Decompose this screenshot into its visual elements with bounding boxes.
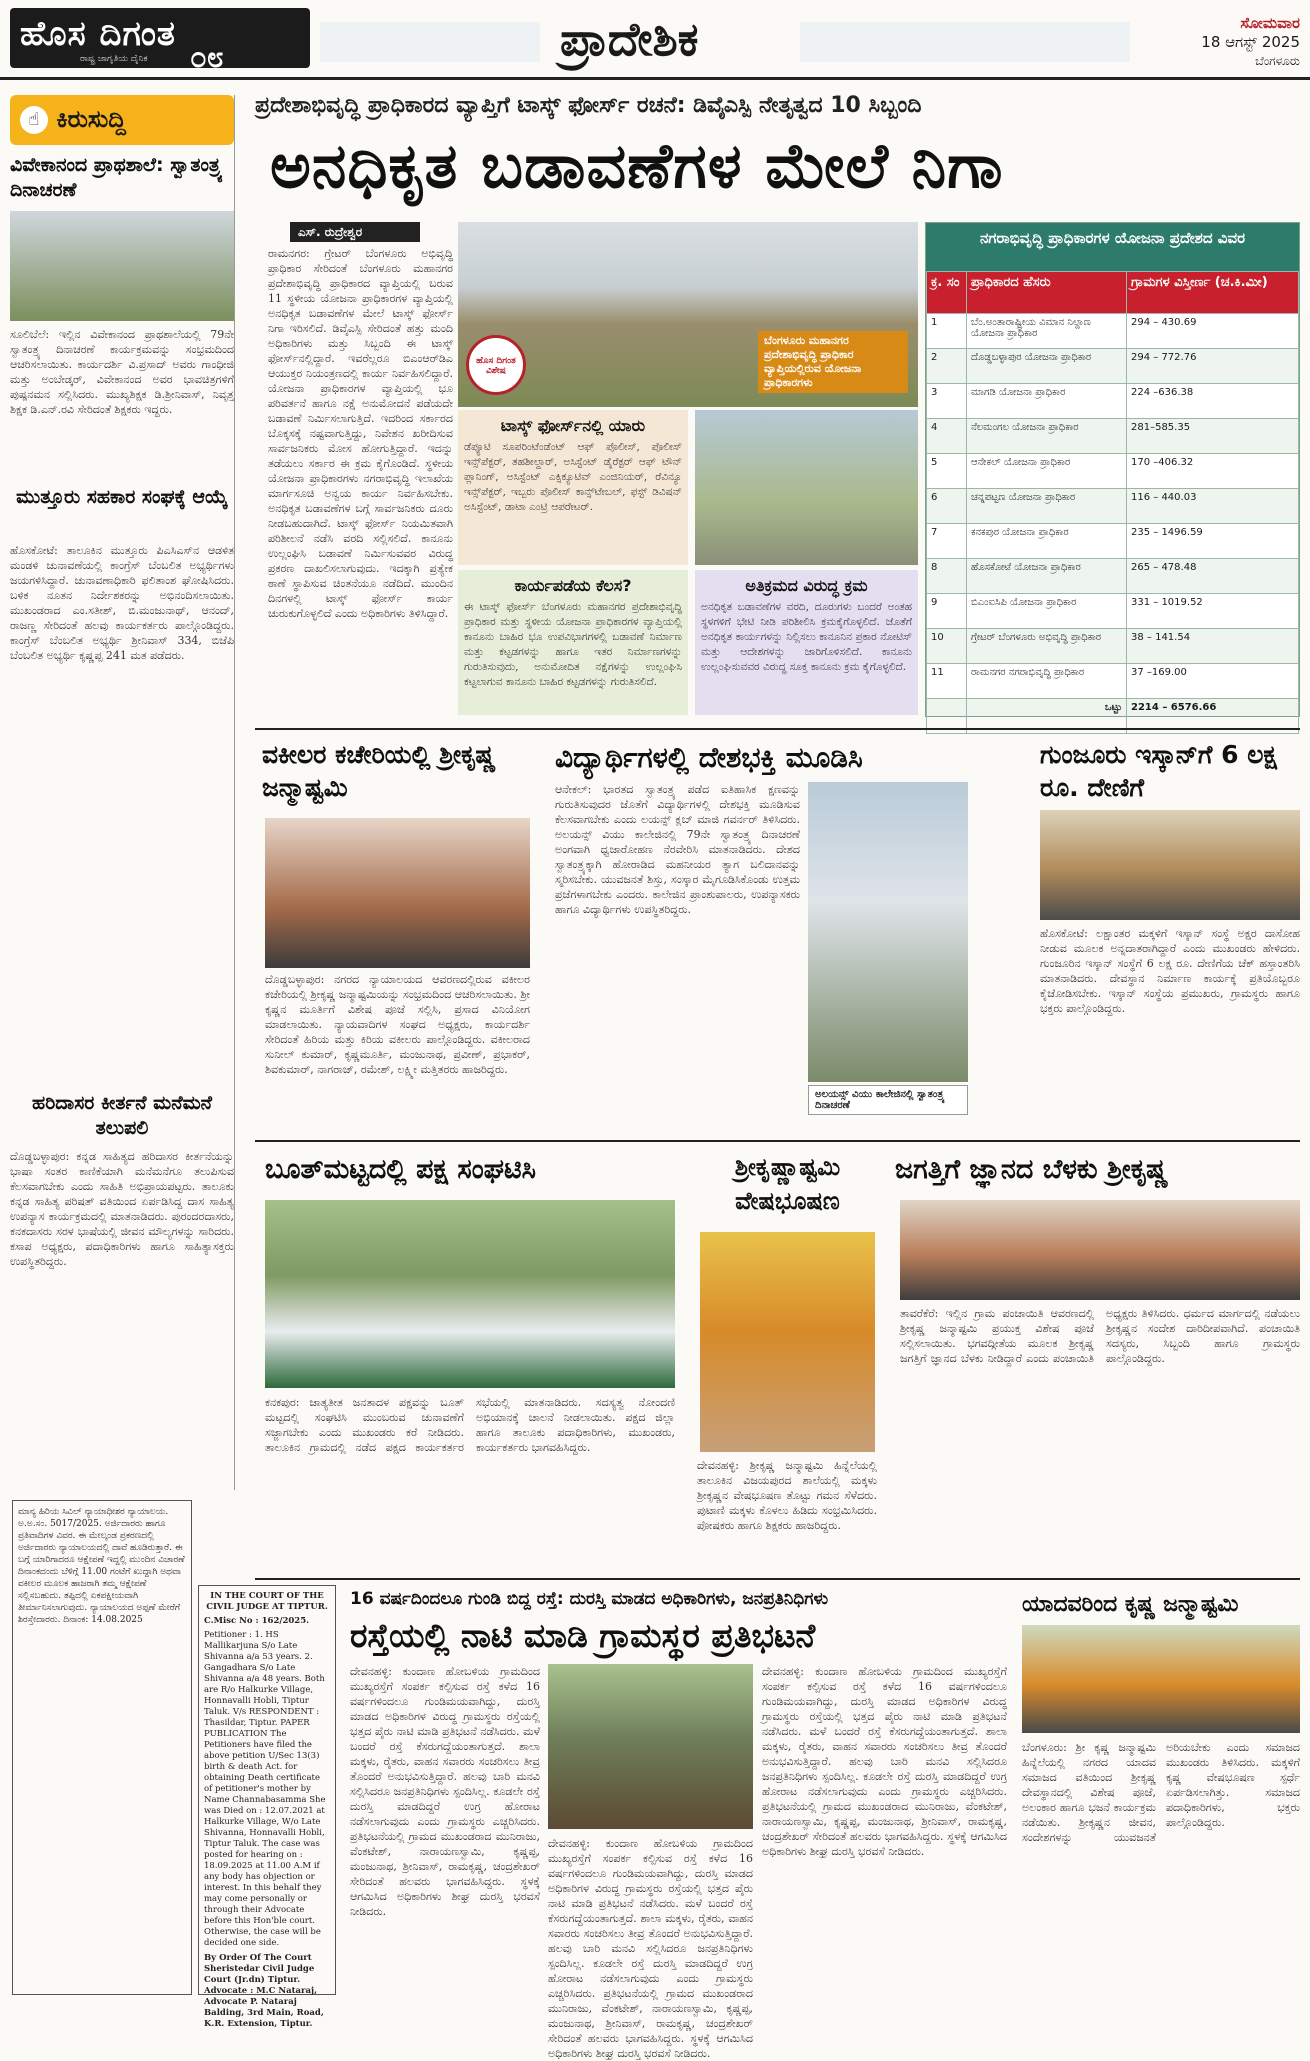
story-lawyers-photo xyxy=(265,818,530,968)
cell-authority: ಬಿಎಂಐಸಿಪಿ ಯೋಜನಾ ಪ್ರಾಧಿಕಾರ xyxy=(967,594,1127,629)
work-box xyxy=(458,570,688,715)
table-row xyxy=(927,629,1299,664)
cell-authority: ಮಾಗಡಿ ಯೋಜನಾ ಪ್ರಾಧಿಕಾರ xyxy=(967,384,1127,419)
authority-table-box xyxy=(925,222,1300,717)
cell-area: 294 – 772.76 xyxy=(1127,349,1299,384)
legal-notice-kannada: ಮಾನ್ಯ ಹಿರಿಯ ಸಿವಿಲ್ ನ್ಯಾಯಾಧೀಶರ ನ್ಯಾಯಾಲಯ. ಅ.ಅ.ಸಂ. 5017/2025. ಅರ್ಜಿದಾರರು ಹಾಗೂ ಪ್ರತಿವಾದಿಗಳ ವಿವರ. ಈ ಮೇಲ್ಕಂಡ ಪ್ರಕರಣದಲ್ಲಿ ಅರ್ಜಿದಾರರು ನ್ಯಾಯಾಲಯದಲ್ಲಿ ದಾವೆ ಹೂಡಿರುತ್ತಾರೆ. ಈ ಬಗ್ಗೆ ಯಾರಿಗಾದರೂ ಆಕ್ಷೇಪಣೆ ಇದ್ದಲ್ಲಿ ಮುಂದಿನ ವಿಚಾರಣೆ ದಿನಾಂಕದಂದು ಬೆಳಿಗ್ಗೆ 11.00 ಗಂಟೆಗೆ ಖುದ್ದಾಗಿ ಅಥವಾ ವಕೀಲರ ಮೂಲಕ ಹಾಜರಾಗಿ ತಮ್ಮ ಆಕ್ಷೇಪಣೆ ಸಲ್ಲಿಸಬಹುದು. ತಪ್ಪಿದಲ್ಲಿ ಏಕಪಕ್ಷೀಯವಾಗಿ ತೀರ್ಮಾನಿಸಲಾಗುವುದು. ನ್ಯಾಯಾಲಯದ ಅಪ್ಪಣೆ ಮೇರೆಗೆ ಶಿರಸ್ತೇದಾರರು. ದಿನಾಂಕ: 14.08.2025 xyxy=(12,1500,192,1995)
action-box xyxy=(695,570,918,715)
college-photo xyxy=(808,782,968,1082)
action-title: ಅತಿಕ್ರಮದ ವಿರುದ್ಧ ಕ್ರಮ xyxy=(745,576,868,595)
masthead xyxy=(0,0,1310,80)
story-lawyers-body: ದೊಡ್ಡಬಳ್ಳಾಪುರ: ನಗರದ ನ್ಯಾಯಾಲಯದ ಆವರಣದಲ್ಲಿರುವ ವಕೀಲರ ಕಚೇರಿಯಲ್ಲಿ ಶ್ರೀಕೃಷ್ಣ ಜನ್ಮಾಷ್ಟಮಿಯನ್ನು ಸಂಭ್ರಮದಿಂದ ಆಚರಿಸಲಾಯಿತು. ಶ್ರೀ ಕೃಷ್ಣನ ಮೂರ್ತಿಗೆ ವಿಶೇಷ ಪೂಜೆ ಸಲ್ಲಿಸಿ, ಪ್ರಸಾದ ವಿನಿಯೋಗ ಮಾಡಲಾಯಿತು. ನ್ಯಾಯವಾದಿಗಳ ಸಂಘದ ಅಧ್ಯಕ್ಷರು, ಕಾರ್ಯದರ್ಶಿ ಸೇರಿದಂತೆ ಹಿರಿಯ ಮತ್ತು ಕಿರಿಯ ವಕೀಲರು ಪಾಲ್ಗೊಂಡಿದ್ದರು. ವಕೀಲರಾದ ಸುನೀಲ್ ಕುಮಾರ್, ಕೃಷ್ಣಮೂರ್ತಿ, ಮಂಜುನಾಥ, ಪ್ರವೀಣ್, ಪ್ರಭಾಕರ್, ಶಿವಕುಮಾರ್, ನಾಗರಾಜ್, ರಮೇಶ್, ಲಕ್ಷ್ಮೀ ಮತ್ತಿತರರು ಹಾಜರಿದ್ದರು. xyxy=(265,973,530,1076)
story-costume-body: ದೇವನಹಳ್ಳಿ: ಶ್ರೀಕೃಷ್ಣ ಜನ್ಮಾಷ್ಟಮಿ ಹಿನ್ನೆಲೆಯಲ್ಲಿ ತಾಲೂಕಿನ ವಿಜಯಪುರದ ಶಾಲೆಯಲ್ಲಿ ಮಕ್ಕಳು ಶ್ರೀಕೃಷ್ಣನ ವೇಷಭೂಷಣ ತೊಟ್ಟು ಗಮನ ಸೆಳೆದರು. ಪುಟಾಣಿ ಮಕ್ಕಳು ಕೊಳಲು ಹಿಡಿದು ಸಂಭ್ರಮಿಸಿದರು. ಪೋಷಕರು ಹಾಗೂ ಶಿಕ್ಷಕರು ಹಾಜರಿದ್ದರು. xyxy=(697,1459,877,1532)
page-number: ೦೮ xyxy=(190,40,224,75)
cell-area: 116 – 440.03 xyxy=(1127,489,1299,524)
story-booth-headline: ಬೂತ್‌ಮಟ್ಟದಲ್ಲಿ ಪಕ್ಷ ಸಂಘಟಿಸಿ xyxy=(265,1154,536,1185)
col-header-authority: ಪ್ರಾಧಿಕಾರದ ಹೆಸರು xyxy=(967,272,1127,314)
masthead-band xyxy=(320,22,540,62)
story-yadava-photo xyxy=(1022,1625,1300,1733)
logo-text: ಹೊಸ ದಿಗಂತ xyxy=(20,14,176,54)
office-photo xyxy=(695,410,918,565)
story-road-photo xyxy=(548,1664,753,1829)
story-light-headline: ಜಗತ್ತಿಗೆ ಜ್ಞಾನದ ಬೆಳಕು ಶ್ರೀಕೃಷ್ಣ xyxy=(895,1154,1169,1185)
cell-authority: ಹೊಸಕೋಟೆ ಯೋಜನಾ ಪ್ರಾಧಿಕಾರ xyxy=(967,559,1127,594)
table-row xyxy=(927,314,1299,349)
story-booth-photo xyxy=(265,1200,675,1388)
table-row xyxy=(927,454,1299,489)
cell-area: 265 – 478.48 xyxy=(1127,559,1299,594)
table-row xyxy=(927,524,1299,559)
dateline xyxy=(1140,14,1300,71)
cell-area: 294 – 430.69 xyxy=(1127,314,1299,349)
cell-area: 170 –406.32 xyxy=(1127,454,1299,489)
college-photo-caption: ಅಲಯನ್ಸ್ ವಿಯು ಕಾಲೇಜಿನಲ್ಲಿ ಸ್ವಾತಂತ್ರ್ಯ ದಿನಾಚರಣೆ xyxy=(808,1085,968,1115)
cell-area: 235 – 1496.59 xyxy=(1127,524,1299,559)
cell-sno: 5 xyxy=(927,454,967,489)
cell-sno: 10 xyxy=(927,629,967,664)
table-row xyxy=(927,594,1299,629)
brief-headline-1: ವಿವೇಕಾನಂದ ಪ್ರಾಥಶಾಲೆ: ಸ್ವಾತಂತ್ರ್ಯ ದಿನಾಚರಣೆ xyxy=(10,154,224,201)
cell-sno: 3 xyxy=(927,384,967,419)
table-body xyxy=(927,314,1299,699)
cell-area: 281–585.35 xyxy=(1127,419,1299,454)
newspaper-logo xyxy=(10,8,310,68)
story-iskcon-photo xyxy=(1040,810,1300,920)
brief-column xyxy=(10,95,235,1490)
story-yadava-body: ಬೆಂಗಳೂರು: ಶ್ರೀ ಕೃಷ್ಣ ಜನ್ಮಾಷ್ಟಮಿ ಹಿನ್ನೆಲೆಯಲ್ಲಿ ನಗರದ ಯಾದವ ಸಮಾಜದ ವತಿಯಿಂದ ಶ್ರೀಕೃಷ್ಣ ದೇವಸ್ಥಾನದಲ್ಲಿ ವಿಶೇಷ ಪೂಜೆ, ಅಲಂಕಾರ ಹಾಗೂ ಭಜನೆ ಕಾರ್ಯಕ್ರಮ ನಡೆಯಿತು. ಶ್ರೀಕೃಷ್ಣನ ಜೀವನ, ಸಂದೇಶಗಳನ್ನು ಯುವಜನತೆ ಅರಿಯಬೇಕು ಎಂದು ಸಮಾಜದ ಮುಖಂಡರು ತಿಳಿಸಿದರು. ಮಕ್ಕಳಿಗೆ ಕೃಷ್ಣ ವೇಷಭೂಷಣ ಸ್ಪರ್ಧೆ ಏರ್ಪಡಿಸಲಾಗಿತ್ತು. ಸಮಾಜದ ಪದಾಧಿಕಾರಿಗಳು, ಭಕ್ತರು ಪಾಲ್ಗೊಂಡಿದ್ದರು. xyxy=(1022,1741,1300,1844)
brief-headline-2: ಮುತ್ತೂರು ಸಹಕಾರ ಸಂಘಕ್ಕೆ ಆಯ್ಕೆ xyxy=(16,486,228,508)
cell-authority: ಕನಕಪುರ ಯೋಜನಾ ಪ್ರಾಧಿಕಾರ xyxy=(967,524,1127,559)
court-notice-sign: By Order Of The Court Sheristedar Civil Judge Court (Jr.dn) Tiptur. Advocate : M.C Nataraj, Advocate P. Nataraj Balding, 3rd Main, Road, K.R. Extension, Tiptur. xyxy=(204,1953,324,2029)
brief-badge-label: ಕಿರುಸುದ್ದಿ xyxy=(56,105,126,133)
lead-photo-layout xyxy=(458,222,918,407)
brief-body-3: ದೊಡ್ಡಬಳ್ಳಾಪುರ: ಕನ್ನಡ ಸಾಹಿತ್ಯದ ಹರಿದಾಸರ ಕೀರ್ತನೆಯನ್ನು ಭಾಷಾ ಸಂತರ ಕಾಣಿಕೆಯಾಗಿ ಮನೆಮನೆಗೂ ತಲುಪಿಸುವ ಕೆಲಸವಾಗಬೇಕು ಎಂದು ಸಾಹಿತಿ ಅಭಿಪ್ರಾಯಪಟ್ಟರು. ತಾಲೂಕು ಕನ್ನಡ ಸಾಹಿತ್ಯ ಪರಿಷತ್ ವತಿಯಿಂದ ಏರ್ಪಡಿಸಿದ್ದ ದಾಸ ಸಾಹಿತ್ಯ ಉಪನ್ಯಾಸ ಕಾರ್ಯಕ್ರಮದಲ್ಲಿ ಮಾತನಾಡಿದರು. ಪುರಂದರದಾಸರು, ಕನಕದಾಸರು ಸರಳ ಭಾಷೆಯಲ್ಲಿ ಜೀವನ ಮೌಲ್ಯಗಳನ್ನು ಸಾರಿದರು. ಕಸಾಪ ಅಧ್ಯಕ್ಷರು, ಪದಾಧಿಕಾರಿಗಳು ಹಾಗೂ ಸಾಹಿತ್ಯಾಸಕ್ತರು ಉಪಸ್ಥಿತರಿದ್ದರು. xyxy=(10,1150,234,1268)
logo-tagline: ರಾಷ್ಟ್ರ ಜಾಗೃತಿಯ ದೈನಿಕ xyxy=(80,54,148,64)
story-iskcon-headline: ಗುಂಜೂರು ಇಸ್ಕಾನ್‌ಗೆ 6 ಲಕ್ಷ ರೂ. ದೇಣಿಗೆ xyxy=(1040,740,1277,802)
story-yadava-headline: ಯಾದವರಿಂದ ಕೃಷ್ಣ ಜನ್ಮಾಷ್ಟಮಿ xyxy=(1022,1592,1239,1617)
divider xyxy=(255,728,1300,730)
cell-sno: 4 xyxy=(927,419,967,454)
brief-photo-1 xyxy=(10,211,234,321)
cell-sno: 6 xyxy=(927,489,967,524)
table-title: ನಗರಾಭಿವೃದ್ಧಿ ಪ್ರಾಧಿಕಾರಗಳ ಯೋಜನಾ ಪ್ರದೇಶದ ವಿವರ xyxy=(926,223,1299,271)
table-row xyxy=(927,489,1299,524)
divider xyxy=(255,1140,1300,1142)
cell-sno: 7 xyxy=(927,524,967,559)
hand-icon: ☝ xyxy=(20,106,48,134)
work-title: ಕಾರ್ಯಪಡೆಯ ಕೆಲಸ? xyxy=(514,576,632,595)
brief-headline-3: ಹರಿದಾಸರ ಕೀರ್ತನೆ ಮನೆಮನೆ ತಲುಪಲಿ xyxy=(32,1092,212,1139)
table-row xyxy=(927,664,1299,699)
lead-photo-caption: ಬೆಂಗಳೂರು ಮಹಾನಗರ ಪ್ರದೇಶಾಭಿವೃದ್ಧಿ ಪ್ರಾಧಿಕಾರ ವ್ಯಾಪ್ತಿಯಲ್ಲಿರುವ ಯೋಜನಾ ಪ್ರಾಧಿಕಾರಗಳು xyxy=(758,331,908,393)
story-road-kicker: 16 ವರ್ಷದಿಂದಲೂ ಗುಂಡಿ ಬಿದ್ದ ರಸ್ತೆ: ದುರಸ್ತಿ ಮಾಡದ ಅಧಿಕಾರಿಗಳು, ಜನಪ್ರತಿನಿಧಿಗಳು xyxy=(350,1589,829,1609)
story-road-body-cont2: ದೇವನಹಳ್ಳಿ: ಕುಂದಾಣ ಹೋಬಳಿಯ ಗ್ರಾಮದಿಂದ ಮುಖ್ಯರಸ್ತೆಗೆ ಸಂಪರ್ಕ ಕಲ್ಪಿಸುವ ರಸ್ತೆ ಕಳೆದ 16 ವರ್ಷಗಳಿಂದಲೂ ಗುಂಡಿಮಯವಾಗಿದ್ದು, ದುರಸ್ತಿ ಮಾಡದ ಅಧಿಕಾರಿಗಳ ವಿರುದ್ಧ ಗ್ರಾಮಸ್ಥರು ರಸ್ತೆಯಲ್ಲಿ ಭತ್ತದ ಪೈರು ನಾಟಿ ಮಾಡಿ ಪ್ರತಿಭಟನೆ ನಡೆಸಿದರು. ಮಳೆ ಬಂದರೆ ರಸ್ತೆ ಕೆಸರುಗದ್ದೆಯಂತಾಗುತ್ತದೆ. ಶಾಲಾ ಮಕ್ಕಳು, ರೈತರು, ವಾಹನ ಸವಾರರು ಸಂಚರಿಸಲು ತೀವ್ರ ತೊಂದರೆ ಅನುಭವಿಸುತ್ತಿದ್ದಾರೆ. ಹಲವು ಬಾರಿ ಮನವಿ ಸಲ್ಲಿಸಿದರೂ ಜನಪ್ರತಿನಿಧಿಗಳು ಸ್ಪಂದಿಸಿಲ್ಲ. ಕೂಡಲೇ ರಸ್ತೆ ದುರಸ್ತಿ ಮಾಡದಿದ್ದರೆ ಉಗ್ರ ಹೋರಾಟ ನಡೆಸಲಾಗುವುದು ಎಂದು ಗ್ರಾಮಸ್ಥರು ಎಚ್ಚರಿಸಿದರು. ಪ್ರತಿಭಟನೆಯಲ್ಲಿ ಗ್ರಾಮದ ಮುಖಂಡರಾದ ಮುನಿರಾಜು, ವೆಂಕಟೇಶ್, ನಾರಾಯಣಸ್ವಾಮಿ, ಕೃಷ್ಣಪ್ಪ, ಮಂಜುನಾಥ, ಶ್ರೀನಿವಾಸ್, ರಾಮಕೃಷ್ಣ, ಚಂದ್ರಶೇಖರ್ ಸೇರಿದಂತೆ ಹಲವರು ಭಾಗವಹಿಸಿದ್ದರು. ಸ್ಥಳಕ್ಕೆ ಆಗಮಿಸಿದ ಅಧಿಕಾರಿಗಳು ಶೀಘ್ರ ದುರಸ್ತಿ ಭರವಸೆ ನೀಡಿದರು. xyxy=(762,1665,1007,1858)
court-notice-body: Petitioner : 1. HS Mallikarjuna S/o Late Shivanna a/a 53 years. 2. Gangadhara S/o Late Shivanna a/a 48 years. Both are R/o Halkurke Village, Honnavalli Hobli, Tiptur Taluk. V/s RESPONDENT : Thasildar, Tiptur. PAPER PUBLICATION The Petitioners have filed the above petition U/Sec 13(3) birth & death Act. for obtaining Death certificate of petitioner's mother by Name Channabasamma She was Died on : 12.07.2021 at Halkurke Village, W/o Late Shivanna, Honnavalli Hobli, Tiptur Taluk. The case was posted for hearing on : 18.09.2025 at 11.00 A.M if any body has objection or interest. In this behalf they may come personally or through their Advocate before this Hon'ble court. Otherwise, the case will be decided one side. xyxy=(204,1630,326,1948)
who-title: ಟಾಸ್ಕ್ ಫೋರ್ಸ್‌ನಲ್ಲಿ ಯಾರು xyxy=(500,416,646,435)
cell-sno: 1 xyxy=(927,314,967,349)
who-body: ಡೆಪ್ಯೂಟಿ ಸೂಪರಿಂಟೆಂಡೆಂಟ್ ಆಫ್ ಪೊಲೀಸ್, ಪೊಲೀಸ್ ಇನ್ಸ್‌ಪೆಕ್ಟರ್, ತಹಶೀಲ್ದಾರ್, ಅಸಿಸ್ಟೆಂಟ್ ಡೈರೆಕ್ಟರ್ ಆಫ್ ಟೌನ್ ಪ್ಲಾನಿಂಗ್, ಅಸಿಸ್ಟೆಂಟ್ ಎಕ್ಸಿಕ್ಯೂಟಿವ್ ಎಂಜಿನಿಯರ್, ರೆವಿನ್ಯೂ ಇನ್ಸ್‌ಪೆಕ್ಟರ್, ಇಬ್ಬರು ಪೊಲೀಸ್ ಕಾನ್ಸ್‌ಟೇಬಲ್, ಫಸ್ಟ್ ಡಿವಿಷನ್ ಅಸಿಸ್ಟೆಂಟ್, ಡಾಟಾ ಎಂಟ್ರಿ ಆಪರೇಟರ್. xyxy=(464,441,682,513)
cell-area: 37 –169.00 xyxy=(1127,664,1299,699)
work-body: ಈ ಟಾಸ್ಕ್ ಫೋರ್ಸ್ ಬೆಂಗಳೂರು ಮಹಾನಗರ ಪ್ರದೇಶಾಭಿವೃದ್ಧಿ ಪ್ರಾಧಿಕಾರ ಮತ್ತು ಸ್ಥಳೀಯ ಯೋಜನಾ ಪ್ರಾಧಿಕಾರಗಳ ವ್ಯಾಪ್ತಿಯಲ್ಲಿ ಕಾನೂನು ಬಾಹಿರ ಭೂ ಉಪವಿಭಾಗಗಳಲ್ಲಿ ಬಡಾವಣೆ ನಿರ್ಮಾಣ ಮತ್ತು ಕಟ್ಟಡಗಳನ್ನು ಹಾಗೂ ಇತರ ನಿರ್ಮಾಣಗಳನ್ನು ಗುರುತಿಸುವುದು, ಅನುಮೋದಿತ ನಕ್ಷೆಗಳನ್ನು ಉಲ್ಲಂಘಿಸಿ ಕಟ್ಟಲಾಗುವ ಕಾನೂನು ಬಾಹಿರ ಕಟ್ಟಡಗಳನ್ನು ಗುರುತಿಸಲಿದೆ. xyxy=(464,601,682,688)
divider xyxy=(255,1578,1300,1580)
cell-area: 224 –636.38 xyxy=(1127,384,1299,419)
court-notice xyxy=(198,1585,336,2029)
cell-authority: ನೆಲಮಂಗಲ ಯೋಜನಾ ಪ್ರಾಧಿಕಾರ xyxy=(967,419,1127,454)
action-body: ಅನಧಿಕೃತ ಬಡಾವಣೆಗಳ ವರದಿ, ದೂರುಗಳು ಬಂದರೆ ಅಂತಹ ಸ್ಥಳಗಳಿಗೆ ಭೇಟಿ ನೀಡಿ ಪರಿಶೀಲಿಸಿ ಕ್ರಮಕೈಗೊಳ್ಳಲಿದೆ. ಜೊತೆಗೆ ಅನಧಿಕೃತ ಕಾರ್ಯಗಳನ್ನು ನಿಲ್ಲಿಸಲು ಕಾನೂನಿನ ಪ್ರಕಾರ ನೋಟಿಸ್ ಮತ್ತು ಆದೇಶಗಳನ್ನು ಜಾರಿಗೊಳಿಸಲಿದೆ. ಕಾನೂನು ಉಲ್ಲಂಘಿಸುವವರ ವಿರುದ್ಧ ಸೂಕ್ತ ಕಾನೂನು ಕ್ರಮ ಕೈಗೊಳ್ಳಲಿದೆ. xyxy=(701,601,912,673)
cell-sno: 11 xyxy=(927,664,967,699)
cell-authority: ಚನ್ನಪಟ್ಟಣ ಯೋಜನಾ ಪ್ರಾಧಿಕಾರ xyxy=(967,489,1127,524)
story-road-body: ದೇವನಹಳ್ಳಿ: ಕುಂದಾಣ ಹೋಬಳಿಯ ಗ್ರಾಮದಿಂದ ಮುಖ್ಯರಸ್ತೆಗೆ ಸಂಪರ್ಕ ಕಲ್ಪಿಸುವ ರಸ್ತೆ ಕಳೆದ 16 ವರ್ಷಗಳಿಂದಲೂ ಗುಂಡಿಮಯವಾಗಿದ್ದು, ದುರಸ್ತಿ ಮಾಡದ ಅಧಿಕಾರಿಗಳ ವಿರುದ್ಧ ಗ್ರಾಮಸ್ಥರು ರಸ್ತೆಯಲ್ಲಿ ಭತ್ತದ ಪೈರು ನಾಟಿ ಮಾಡಿ ಪ್ರತಿಭಟನೆ ನಡೆಸಿದರು. ಮಳೆ ಬಂದರೆ ರಸ್ತೆ ಕೆಸರುಗದ್ದೆಯಂತಾಗುತ್ತದೆ. ಶಾಲಾ ಮಕ್ಕಳು, ರೈತರು, ವಾಹನ ಸವಾರರು ಸಂಚರಿಸಲು ತೀವ್ರ ತೊಂದರೆ ಅನುಭವಿಸುತ್ತಿದ್ದಾರೆ. ಹಲವು ಬಾರಿ ಮನವಿ ಸಲ್ಲಿಸಿದರೂ ಜನಪ್ರತಿನಿಧಿಗಳು ಸ್ಪಂದಿಸಿಲ್ಲ. ಕೂಡಲೇ ರಸ್ತೆ ದುರಸ್ತಿ ಮಾಡದಿದ್ದರೆ ಉಗ್ರ ಹೋರಾಟ ನಡೆಸಲಾಗುವುದು ಎಂದು ಗ್ರಾಮಸ್ಥರು ಎಚ್ಚರಿಸಿದರು. ಪ್ರತಿಭಟನೆಯಲ್ಲಿ ಗ್ರಾಮದ ಮುಖಂಡರಾದ ಮುನಿರಾಜು, ವೆಂಕಟೇಶ್, ನಾರಾಯಣಸ್ವಾಮಿ, ಕೃಷ್ಣಪ್ಪ, ಮಂಜುನಾಥ, ಶ್ರೀನಿವಾಸ್, ರಾಮಕೃಷ್ಣ, ಚಂದ್ರಶೇಖರ್ ಸೇರಿದಂತೆ ಹಲವರು ಭಾಗವಹಿಸಿದ್ದರು. ಸ್ಥಳಕ್ಕೆ ಆಗಮಿಸಿದ ಅಧಿಕಾರಿಗಳು ಶೀಘ್ರ ದುರಸ್ತಿ ಭರವಸೆ ನೀಡಿದರು. xyxy=(350,1665,540,1918)
table-row xyxy=(927,559,1299,594)
cell-authority: ಗ್ರೇಟರ್ ಬೆಂಗಳೂರು ಅಭಿವೃದ್ಧಿ ಪ್ರಾಧಿಕಾರ xyxy=(967,629,1127,664)
cell-authority: ರಾಮನಗರ ನಗರಾಭಿವೃದ್ಧಿ ಪ್ರಾಧಿಕಾರ xyxy=(967,664,1127,699)
story-lawyers-headline: ವಕೀಲರ ಕಚೇರಿಯಲ್ಲಿ ಶ್ರೀಕೃಷ್ಣ ಜನ್ಮಾಷ್ಟಮಿ xyxy=(262,740,496,802)
cell-sno: 2 xyxy=(927,349,967,384)
story-iskcon-body: ಹೊಸಕೋಟೆ: ಲಕ್ಷಾಂತರ ಮಕ್ಕಳಿಗೆ ಇಸ್ಕಾನ್ ಸಂಸ್ಥೆ ಅಕ್ಷರ ದಾಸೋಹ ನೀಡುವ ಮೂಲಕ ಅನ್ನದಾತರಾಗಿದ್ದಾರೆ ಎಂದು ಮುಖಂಡರು ಹೇಳಿದರು. ಗುಂಜೂರಿನ ಇಸ್ಕಾನ್ ಸಂಸ್ಥೆಗೆ 6 ಲಕ್ಷ ರೂ. ದೇಣಿಗೆಯ ಚೆಕ್ ಹಸ್ತಾಂತರಿಸಿ ಮಾತನಾಡಿದರು. ದೇವಸ್ಥಾನ ನಿರ್ಮಾಣ ಕಾರ್ಯಕ್ಕೆ ಪ್ರತಿಯೊಬ್ಬರೂ ಕೈಜೋಡಿಸಬೇಕು. ಇಸ್ಕಾನ್ ಸಂಸ್ಥೆಯ ಪ್ರಮುಖರು, ಗ್ರಾಮಸ್ಥರು ಹಾಗೂ ಭಕ್ತರು ಪಾಲ್ಗೊಂಡಿದ್ದರು. xyxy=(1040,927,1300,1015)
section-title: ಪ್ರಾದೇಶಿಕ xyxy=(560,12,699,66)
court-notice-case: C.Misc No : 162/2025. xyxy=(204,1616,310,1626)
story-costume-photo xyxy=(700,1232,875,1452)
lead-byline: ಎಸ್. ರುದ್ರೇಶ್ವರ xyxy=(290,222,420,242)
lead-headline: ಅನಧಿಕೃತ ಬಡಾವಣೆಗಳ ಮೇಲೆ ನಿಗಾ xyxy=(270,129,1004,202)
total-value: 2214 – 6576.66 xyxy=(1127,699,1299,734)
story-patriotism-headline: ವಿದ್ಯಾರ್ಥಿಗಳಲ್ಲಿ ದೇಶಭಕ್ತಿ ಮೂಡಿಸಿ xyxy=(555,741,863,774)
total-label: ಒಟ್ಟು xyxy=(967,699,1127,734)
cell-authority: ದೊಡ್ಡಬಳ್ಳಾಪುರ ಯೋಜನಾ ಪ್ರಾಧಿಕಾರ xyxy=(967,349,1127,384)
table-row xyxy=(927,419,1299,454)
table-header-row xyxy=(927,272,1299,314)
story-costume-headline: ಶ್ರೀಕೃಷ್ಣಾಷ್ಟಮಿ ವೇಷಭೂಷಣ xyxy=(734,1153,841,1215)
story-light-photo xyxy=(900,1200,1300,1300)
brief-badge xyxy=(10,95,234,145)
edition-city: ಬೆಂಗಳೂರು xyxy=(1255,54,1300,68)
who-box xyxy=(458,410,688,565)
story-road-body-cont: ದೇವನಹಳ್ಳಿ: ಕುಂದಾಣ ಹೋಬಳಿಯ ಗ್ರಾಮದಿಂದ ಮುಖ್ಯರಸ್ತೆಗೆ ಸಂಪರ್ಕ ಕಲ್ಪಿಸುವ ರಸ್ತೆ ಕಳೆದ 16 ವರ್ಷಗಳಿಂದಲೂ ಗುಂಡಿಮಯವಾಗಿದ್ದು, ದುರಸ್ತಿ ಮಾಡದ ಅಧಿಕಾರಿಗಳ ವಿರುದ್ಧ ಗ್ರಾಮಸ್ಥರು ರಸ್ತೆಯಲ್ಲಿ ಭತ್ತದ ಪೈರು ನಾಟಿ ಮಾಡಿ ಪ್ರತಿಭಟನೆ ನಡೆಸಿದರು. ಮಳೆ ಬಂದರೆ ರಸ್ತೆ ಕೆಸರುಗದ್ದೆಯಂತಾಗುತ್ತದೆ. ಶಾಲಾ ಮಕ್ಕಳು, ರೈತರು, ವಾಹನ ಸವಾರರು ಸಂಚರಿಸಲು ತೀವ್ರ ತೊಂದರೆ ಅನುಭವಿಸುತ್ತಿದ್ದಾರೆ. ಹಲವು ಬಾರಿ ಮನವಿ ಸಲ್ಲಿಸಿದರೂ ಜನಪ್ರತಿನಿಧಿಗಳು ಸ್ಪಂದಿಸಿಲ್ಲ. ಕೂಡಲೇ ರಸ್ತೆ ದುರಸ್ತಿ ಮಾಡದಿದ್ದರೆ ಉಗ್ರ ಹೋರಾಟ ನಡೆಸಲಾಗುವುದು ಎಂದು ಗ್ರಾಮಸ್ಥರು ಎಚ್ಚರಿಸಿದರು. ಪ್ರತಿಭಟನೆಯಲ್ಲಿ ಗ್ರಾಮದ ಮುಖಂಡರಾದ ಮುನಿರಾಜು, ವೆಂಕಟೇಶ್, ನಾರಾಯಣಸ್ವಾಮಿ, ಕೃಷ್ಣಪ್ಪ, ಮಂಜುನಾಥ, ಶ್ರೀನಿವಾಸ್, ರಾಮಕೃಷ್ಣ, ಚಂದ್ರಶೇಖರ್ ಸೇರಿದಂತೆ ಹಲವರು ಭಾಗವಹಿಸಿದ್ದರು. ಸ್ಥಳಕ್ಕೆ ಆಗಮಿಸಿದ ಅಧಿಕಾರಿಗಳು ಶೀಘ್ರ ದುರಸ್ತಿ ಭರವಸೆ ನೀಡಿದರು. xyxy=(548,1837,753,2060)
story-light-body: ತಾವರೆಕೆರೆ: ಇಲ್ಲಿನ ಗ್ರಾಮ ಪಂಚಾಯಿತಿ ಆವರಣದಲ್ಲಿ ಶ್ರೀಕೃಷ್ಣ ಜನ್ಮಾಷ್ಟಮಿ ಪ್ರಯುಕ್ತ ವಿಶೇಷ ಪೂಜೆ ಸಲ್ಲಿಸಲಾಯಿತು. ಭಗವದ್ಗೀತೆಯ ಮೂಲಕ ಶ್ರೀಕೃಷ್ಣ ಜಗತ್ತಿಗೆ ಜ್ಞಾನದ ಬೆಳಕು ನೀಡಿದ್ದಾರೆ ಎಂದು ಪಂಚಾಯಿತಿ ಅಧ್ಯಕ್ಷರು ತಿಳಿಸಿದರು. ಧರ್ಮದ ಮಾರ್ಗದಲ್ಲಿ ನಡೆಯಲು ಶ್ರೀಕೃಷ್ಣನ ಸಂದೇಶ ದಾರಿದೀಪವಾಗಿದೆ. ಪಂಚಾಯಿತಿ ಸದಸ್ಯರು, ಸಿಬ್ಬಂದಿ ಹಾಗೂ ಗ್ರಾಮಸ್ಥರು ಪಾಲ್ಗೊಂಡಿದ್ದರು. xyxy=(900,1307,1300,1365)
story-road-headline: ರಸ್ತೆಯಲ್ಲಿ ನಾಟಿ ಮಾಡಿ ಗ್ರಾಮಸ್ಥರ ಪ್ರತಿಭಟನೆ xyxy=(350,1616,816,1655)
brief-body-1: ಸೂಲಿಬೆಲೆ: ಇಲ್ಲಿನ ವಿವೇಕಾನಂದ ಪ್ರಾಥಶಾಲೆಯಲ್ಲಿ 79ನೇ ಸ್ವಾತಂತ್ರ್ಯ ದಿನಾಚರಣೆ ಕಾರ್ಯಕ್ರಮವನ್ನು ಸಂಭ್ರಮದಿಂದ ಆಚರಿಸಲಾಯಿತು. ಕಾರ್ಯದರ್ಶಿ ವಿ.ಪ್ರಸಾದ್ ಅವರು ಗಾಂಧೀಜಿ ಮತ್ತು ಅಂಬೇಡ್ಕರ್, ವಿವೇಕಾನಂದ ಅವರ ಭಾವಚಿತ್ರಗಳಿಗೆ ಪುಷ್ಪನಮನ ಸಲ್ಲಿಸಿದರು. ಮುಖ್ಯಶಿಕ್ಷಕ ಡಿ.ಶ್ರೀನಿವಾಸ್, ನಿವೃತ್ತ ಶಿಕ್ಷಕ ಡಿ.ಎನ್.ರವಿ ಸೇರಿದಂತೆ ಶಿಕ್ಷಕರು ಇದ್ದರು. xyxy=(10,328,234,416)
col-header-area: ಗ್ರಾಮಗಳ ವಿಸ್ತೀರ್ಣ (ಚ.ಕಿ.ಮೀ) xyxy=(1127,272,1299,314)
date: 18 ಆಗಸ್ಟ್ 2025 xyxy=(1201,33,1300,51)
cell-sno: 9 xyxy=(927,594,967,629)
authority-table xyxy=(926,271,1299,734)
cell-authority: ಬೆಂ.ಅಂತಾರಾಷ್ಟ್ರೀಯ ವಿಮಾನ ನಿಲ್ದಾಣ ಯೋಜನಾ ಪ್ರಾಧಿಕಾರ xyxy=(967,314,1127,349)
cell-authority: ಆನೇಕಲ್ ಯೋಜನಾ ಪ್ರಾಧಿಕಾರ xyxy=(967,454,1127,489)
day: ಸೋಮವಾರ xyxy=(1240,14,1300,32)
court-notice-heading: IN THE COURT OF THE CIVIL JUDGE AT TIPTUR. xyxy=(206,1591,328,1612)
lead-body: ರಾಮನಗರ: ಗ್ರೇಟರ್ ಬೆಂಗಳೂರು ಅಭಿವೃದ್ಧಿ ಪ್ರಾಧಿಕಾರ ಸೇರಿದಂತೆ ಬೆಂಗಳೂರು ಮಹಾನಗರ ಪ್ರದೇಶಾಭಿವೃದ್ಧಿ ಪ್ರಾಧಿಕಾರದ ವ್ಯಾಪ್ತಿಯಲ್ಲಿ ಬರುವ 11 ಸ್ಥಳೀಯ ಯೋಜನಾ ಪ್ರಾಧಿಕಾರಗಳ ವ್ಯಾಪ್ತಿಯಲ್ಲಿ ಅನಧಿಕೃತ ಬಡಾವಣೆಗಳ ಮೇಲೆ ಟಾಸ್ಕ್ ಫೋರ್ಸ್ ನಿಗಾ ಇರಿಸಲಿದೆ. ಡಿವೈಎಸ್ಪಿ ಸೇರಿದಂತೆ ಹತ್ತು ಮಂದಿ ಅಧಿಕಾರಿಗಳು ಮತ್ತು ಸಿಬ್ಬಂದಿ ಈ ಟಾಸ್ಕ್ ಫೋರ್ಸ್‌ನಲ್ಲಿದ್ದಾರೆ. ಇವರೆಲ್ಲರೂ ಬಿಎಂಆರ್‌ಡಿಎ ಆಯುಕ್ತರ ನಿಯಂತ್ರಣದಲ್ಲಿ ಕಾರ್ಯ ನಿರ್ವಹಿಸಲಿದ್ದಾರೆ. ಯೋಜನಾ ಪ್ರಾಧಿಕಾರಗಳ ವ್ಯಾಪ್ತಿಯಲ್ಲಿ ಭೂ ಪರಿವರ್ತನೆ ಹಾಗೂ ನಕ್ಷೆ ಅನುಮೋದನೆ ಪಡೆಯದೇ ಬಡಾವಣೆ ನಿರ್ಮಿಸಲಾಗುತ್ತಿದೆ. ಇದರಿಂದ ಸರ್ಕಾರದ ಬೊಕ್ಕಸಕ್ಕೆ ನಷ್ಟವಾಗುತ್ತಿದ್ದು, ನಿವೇಶನ ಖರೀದಿಸುವ ಸಾರ್ವಜನಿಕರು ಮೋಸ ಹೋಗುತ್ತಿದ್ದಾರೆ. ಇದನ್ನು ತಡೆಯಲು ಸರ್ಕಾರ ಈ ಕ್ರಮ ಕೈಗೊಂಡಿದೆ. ಸ್ಥಳೀಯ ಯೋಜನಾ ಪ್ರಾಧಿಕಾರಗಳು ನಗರಾಭಿವೃದ್ಧಿ ಇಲಾಖೆಯ ಮಾರ್ಗಸೂಚಿ ಅನ್ವಯ ಕಾರ್ಯ ನಿರ್ವಹಿಸಬೇಕು. ಅನಧಿಕೃತ ಬಡಾವಣೆಗಳ ಬಗ್ಗೆ ಸಾರ್ವಜನಿಕರು ದೂರು ನೀಡಬಹುದಾಗಿದೆ. ಟಾಸ್ಕ್ ಫೋರ್ಸ್ ನಿಯಮಿತವಾಗಿ ಪರಿಶೀಲನೆ ನಡೆಸಿ ವರದಿ ಸಲ್ಲಿಸಲಿದೆ. ಕಾನೂನು ಉಲ್ಲಂಘಿಸಿ ಬಡಾವಣೆ ನಿರ್ಮಿಸುವವರ ವಿರುದ್ಧ ಪ್ರಕರಣ ದಾಖಲಿಸಲಾಗುವುದು. ಇದಕ್ಕಾಗಿ ಪ್ರತ್ಯೇಕ ಠಾಣೆ ಸ್ಥಾಪಿಸುವ ಚಿಂತನೆಯೂ ನಡೆದಿದೆ. ಮುಂದಿನ ದಿನಗಳಲ್ಲಿ ಟಾಸ್ಕ್ ಫೋರ್ಸ್ ಕಾರ್ಯ ಚುರುಕುಗೊಳ್ಳಲಿದೆ ಎಂದು ಅಧಿಕಾರಿಗಳು ತಿಳಿಸಿದ್ದಾರೆ. xyxy=(268,247,453,620)
cell-area: 38 – 141.54 xyxy=(1127,629,1299,664)
cell-area: 331 – 1019.52 xyxy=(1127,594,1299,629)
col-header-sno: ಕ್ರ. ಸಂ xyxy=(927,272,967,314)
table-row xyxy=(927,384,1299,419)
story-patriotism-body: ಆನೇಕಲ್: ಭಾರತದ ಸ್ವಾತಂತ್ರ್ಯ ಪಡೆದ ಐತಿಹಾಸಿಕ ಕ್ಷಣವನ್ನು ಗುರುತಿಸುವುದರ ಜೊತೆಗೆ ವಿದ್ಯಾರ್ಥಿಗಳಲ್ಲಿ ದೇಶಭಕ್ತಿ ಮೂಡಿಸುವ ಕೆಲಸವಾಗಬೇಕು ಎಂದು ಲಯನ್ಸ್ ಕ್ಲಬ್ ಮಾಜಿ ಗವರ್ನರ್ ತಿಳಿಸಿದರು. ಅಲಯನ್ಸ್ ವಿಯು ಕಾಲೇಜಿನಲ್ಲಿ 79ನೇ ಸ್ವಾತಂತ್ರ್ಯ ದಿನಾಚರಣೆ ಅಂಗವಾಗಿ ಧ್ವಜಾರೋಹಣ ನೆರವೇರಿಸಿ ಮಾತನಾಡಿದರು. ದೇಶದ ಸ್ವಾತಂತ್ರ್ಯಕ್ಕಾಗಿ ಹೋರಾಡಿದ ಮಹನೀಯರ ತ್ಯಾಗ ಬಲಿದಾನವನ್ನು ಸ್ಮರಿಸಬೇಕು. ಯುವಜನತೆ ಶಿಸ್ತು, ಸಂಸ್ಕಾರ ಮೈಗೂಡಿಸಿಕೊಂಡು ಉತ್ತಮ ಪ್ರಜೆಗಳಾಗಬೇಕು ಎಂದರು. ಕಾಲೇಜಿನ ಪ್ರಾಂಶುಪಾಲರು, ಉಪನ್ಯಾಸಕರು ಹಾಗೂ ವಿದ್ಯಾರ್ಥಿಗಳು ಉಪಸ್ಥಿತರಿದ್ದರು. xyxy=(555,783,800,916)
masthead-band-right xyxy=(800,22,1130,62)
cell-sno: 8 xyxy=(927,559,967,594)
exclusive-seal: ಹೊಸ ದಿಗಂತ ವಿಶೇಷ xyxy=(466,335,526,395)
story-booth-body: ಕನಕಪುರ: ಜಾತ್ಯತೀತ ಜನತಾದಳ ಪಕ್ಷವನ್ನು ಬೂತ್ ಮಟ್ಟದಲ್ಲಿ ಸಂಘಟಿಸಿ ಮುಂಬರುವ ಚುನಾವಣೆಗೆ ಸಜ್ಜಾಗಬೇಕು ಎಂದು ಮುಖಂಡರು ಕರೆ ನೀಡಿದರು. ತಾಲೂಕಿನ ಗ್ರಾಮದಲ್ಲಿ ನಡೆದ ಪಕ್ಷದ ಕಾರ್ಯಕರ್ತರ ಸಭೆಯಲ್ಲಿ ಮಾತನಾಡಿದರು. ಸದಸ್ಯತ್ವ ನೋಂದಣಿ ಅಭಿಯಾನಕ್ಕೆ ಚಾಲನೆ ನೀಡಲಾಯಿತು. ಪಕ್ಷದ ಜಿಲ್ಲಾ ಹಾಗೂ ತಾಲೂಕು ಪದಾಧಿಕಾರಿಗಳು, ಮುಖಂಡರು, ಕಾರ್ಯಕರ್ತರು ಭಾಗವಹಿಸಿದ್ದರು. xyxy=(265,1396,675,1454)
brief-body-2: ಹೊಸಕೋಟೆ: ತಾಲೂಕಿನ ಮುತ್ತೂರು ಪಿಎಸಿಎಸ್‌ನ ಆಡಳಿತ ಮಂಡಳಿ ಚುನಾವಣೆಯಲ್ಲಿ ಕಾಂಗ್ರೆಸ್ ಬೆಂಬಲಿತ ಅಭ್ಯರ್ಥಿಗಳು ಜಯಗಳಿಸಿದ್ದಾರೆ. ಚುನಾವಣಾಧಿಕಾರಿ ಫಲಿತಾಂಶ ಘೋಷಿಸಿದರು. ಬಳಿಕ ನೂತನ ನಿರ್ದೇಶಕರನ್ನು ಅಭಿನಂದಿಸಲಾಯಿತು. ಮುಖಂಡರಾದ ಎಂ.ಸತೀಶ್, ಬಿ.ಮಂಜುನಾಥ್, ಆನಂದ್, ರಾಜಣ್ಣ ಸೇರಿದಂತೆ ಹಲವು ಕಾರ್ಯಕರ್ತರು ಪಾಲ್ಗೊಂಡಿದ್ದರು. ಕಾಂಗ್ರೆಸ್ ಬೆಂಬಲಿತ ಅಭ್ಯರ್ಥಿ ಶ್ರೀನಿವಾಸ್ 334, ಬಿಜೆಪಿ ಬೆಂಬಲಿತ ಅಭ್ಯರ್ಥಿ ಕೃಷ್ಣಪ್ಪ 241 ಮತ ಪಡೆದರು. xyxy=(10,544,234,662)
table-row xyxy=(927,349,1299,384)
lead-kicker: ಪ್ರದೇಶಾಭಿವೃದ್ಧಿ ಪ್ರಾಧಿಕಾರದ ವ್ಯಾಪ್ತಿಗೆ ಟಾಸ್ಕ್ ಫೋರ್ಸ್ ರಚನೆ: ಡಿವೈಎಸ್ಪಿ ನೇತೃತ್ವದ 10 ಸಿಬ್ಬಂದಿ xyxy=(255,93,922,118)
